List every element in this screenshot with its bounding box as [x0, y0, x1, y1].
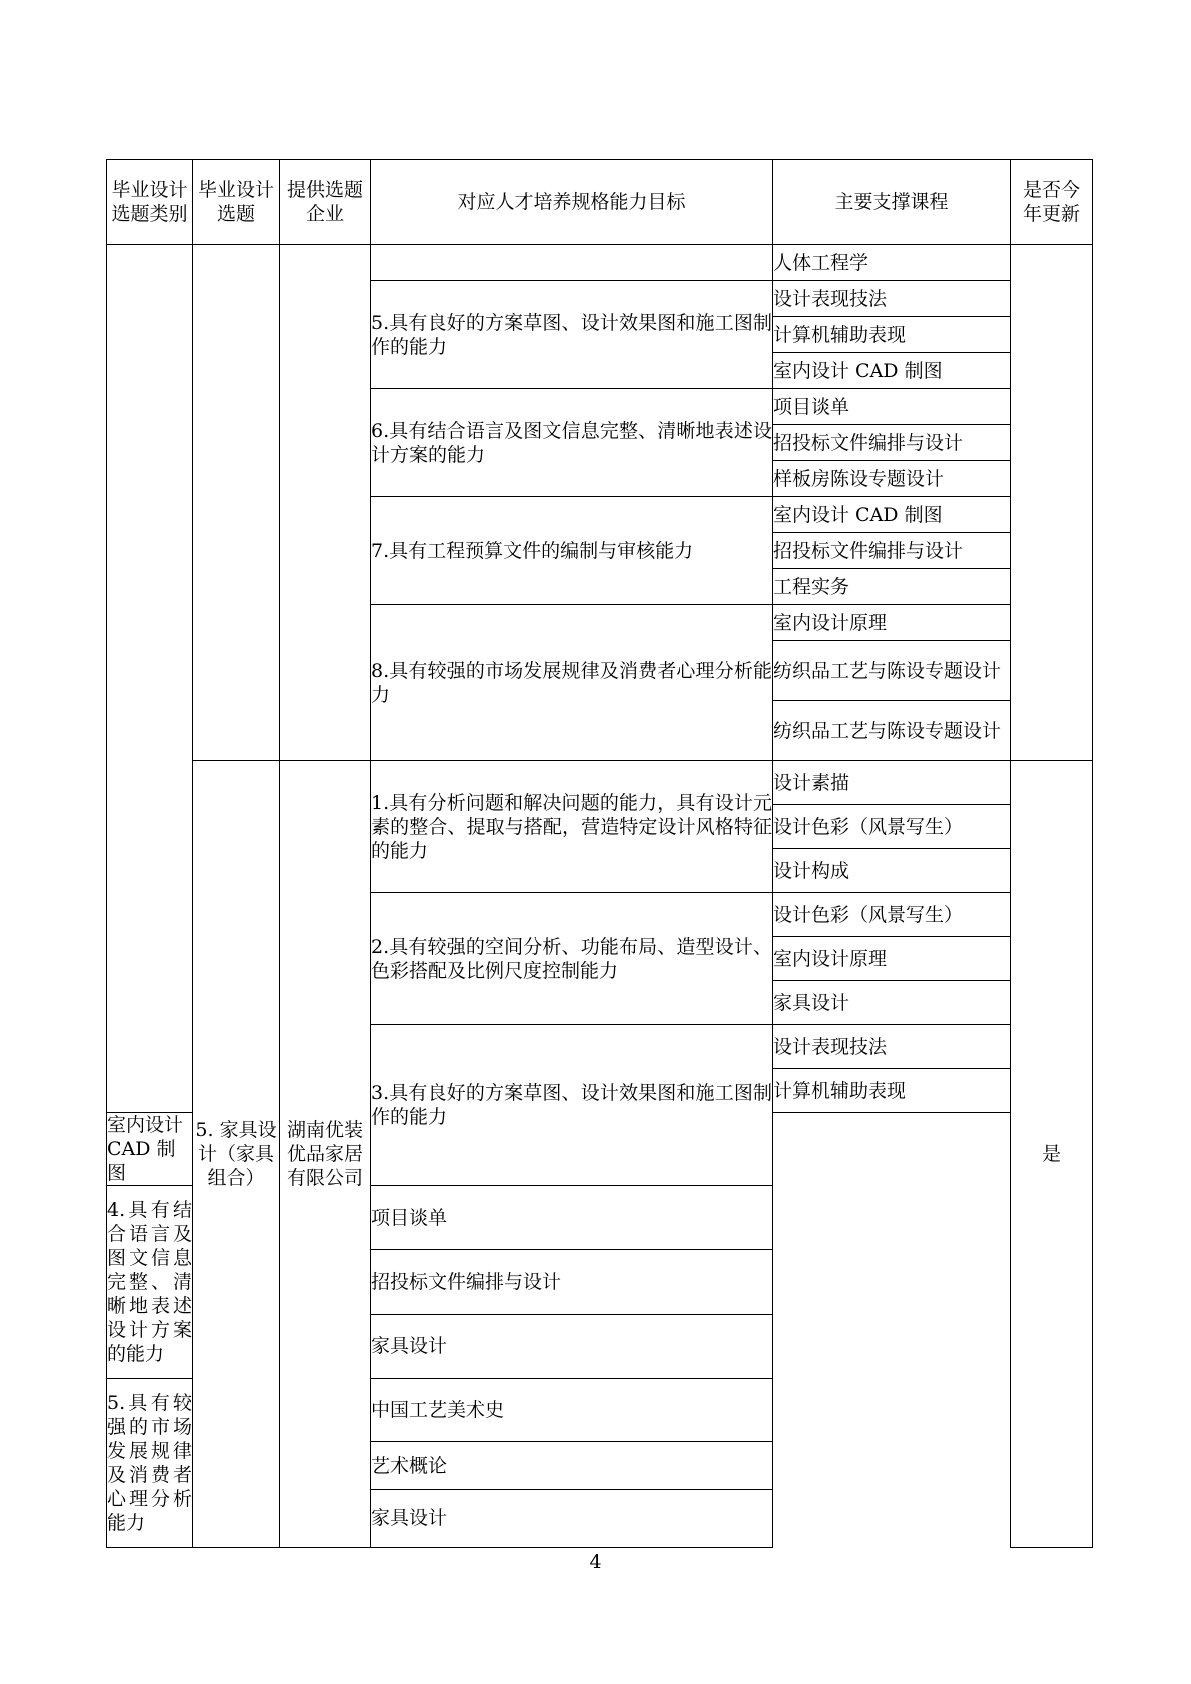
course-cell: 计算机辅助表现	[773, 317, 1011, 353]
course-cell: 纺织品工艺与陈设专题设计	[773, 701, 1011, 761]
goal-cell: 5.具有良好的方案草图、设计效果图和施工图制作的能力	[371, 281, 773, 389]
goal-cell: 4.具有结合语言及图文信息完整、清晰地表述设计方案的能力	[107, 1186, 193, 1379]
page-number: 4	[589, 1551, 602, 1573]
header-topic: 毕业设计选题	[193, 160, 280, 245]
course-cell: 室内设计原理	[773, 937, 1011, 981]
header-row	[107, 160, 1093, 245]
course-cell: 艺术概论	[371, 1442, 773, 1490]
course-cell: 设计色彩（风景写生）	[773, 893, 1011, 937]
course-cell: 家具设计	[773, 981, 1011, 1025]
updated-cell-continued	[1011, 245, 1093, 761]
header-goal: 对应人才培养规格能力目标	[371, 160, 773, 245]
course-cell: 设计表现技法	[773, 1025, 1011, 1069]
course-cell: 工程实务	[773, 569, 1011, 605]
course-cell: 项目谈单	[371, 1186, 773, 1250]
course-cell: 人体工程学	[773, 245, 1011, 281]
course-cell: 室内设计 CAD 制图	[773, 497, 1011, 533]
course-cell: 设计素描	[773, 761, 1011, 805]
header-updated: 是否今年更新	[1011, 160, 1093, 245]
course-cell: 设计色彩（风景写生）	[773, 805, 1011, 849]
course-cell: 招投标文件编排与设计	[773, 425, 1011, 461]
course-cell: 中国工艺美术史	[371, 1379, 773, 1442]
goal-cell	[371, 245, 773, 281]
company-cell: 湖南优装优品家居有限公司	[280, 761, 371, 1548]
goal-cell: 1.具有分析问题和解决问题的能力，具有设计元素的整合、提取与搭配，营造特定设计风格特征的能力	[371, 761, 773, 893]
topic-cell-continued	[193, 245, 280, 761]
course-cell: 家具设计	[371, 1314, 773, 1378]
updated-cell: 是	[1011, 761, 1093, 1548]
course-cell: 设计构成	[773, 849, 1011, 893]
goal-cell: 2.具有较强的空间分析、功能布局、造型设计、色彩搭配及比例尺度控制能力	[371, 893, 773, 1025]
goal-cell: 5.具有较强的市场发展规律及消费者心理分析能力	[107, 1379, 193, 1548]
goal-cell: 6.具有结合语言及图文信息完整、清晰地表述设计方案的能力	[371, 389, 773, 497]
header-company: 提供选题企业	[280, 160, 371, 245]
table-row	[107, 761, 1093, 805]
course-cell: 招投标文件编排与设计	[371, 1250, 773, 1314]
curriculum-table	[106, 159, 1093, 1548]
goal-cell: 3.具有良好的方案草图、设计效果图和施工图制作的能力	[371, 1025, 773, 1186]
course-cell: 室内设计原理	[773, 605, 1011, 641]
topic-cell: 5. 家具设计（家具组合）	[193, 761, 280, 1548]
course-cell: 设计表现技法	[773, 281, 1011, 317]
table-row	[107, 245, 1093, 281]
course-cell: 室内设计 CAD 制图	[773, 353, 1011, 389]
goal-cell: 8.具有较强的市场发展规律及消费者心理分析能力	[371, 605, 773, 761]
goal-cell: 7.具有工程预算文件的编制与审核能力	[371, 497, 773, 605]
header-courses: 主要支撑课程	[773, 160, 1011, 245]
course-cell: 室内设计 CAD 制图	[107, 1113, 193, 1186]
course-cell: 招投标文件编排与设计	[773, 533, 1011, 569]
course-cell: 项目谈单	[773, 389, 1011, 425]
course-cell: 样板房陈设专题设计	[773, 461, 1011, 497]
header-category: 毕业设计选题类别	[107, 160, 193, 245]
course-cell: 计算机辅助表现	[773, 1069, 1011, 1113]
course-cell: 纺织品工艺与陈设专题设计	[773, 641, 1011, 701]
category-cell	[107, 245, 193, 1113]
company-cell-continued	[280, 245, 371, 761]
course-cell: 家具设计	[371, 1489, 773, 1547]
